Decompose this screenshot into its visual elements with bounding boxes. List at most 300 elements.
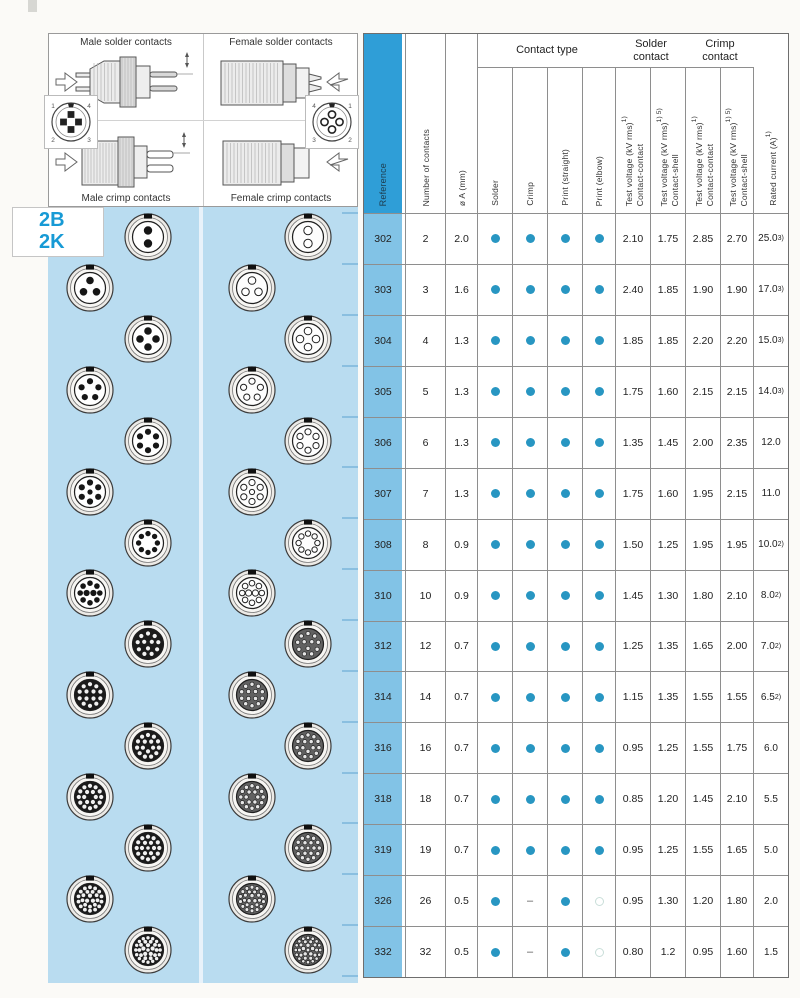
male-contact-face-326 [66,875,114,923]
cell-contact-type [548,774,583,824]
male-contact-face-308 [124,519,172,567]
female-contact-face-302 [284,213,332,261]
svg-text:2: 2 [348,137,352,144]
cell-test-voltage: 1.35 [651,672,686,722]
female-contact-face-319 [284,824,332,872]
panel-row-tick [342,721,358,723]
availability-dot-icon [526,234,535,243]
panel-row-tick [342,314,358,316]
svg-text:3: 3 [312,137,316,144]
cell-contact-type [478,469,513,519]
cell-reference: 310 [364,571,402,621]
cell-number-of-contacts: 32 [406,927,446,977]
cell-test-voltage: 1.2 [651,927,686,977]
series-label-box [12,207,104,257]
cell-test-voltage: 1.55 [686,672,721,722]
cell-contact-type [513,825,548,875]
cell-test-voltage: 1.85 [616,316,651,366]
availability-dot-icon [595,234,604,243]
availability-dot-icon [526,591,535,600]
header-group-solder-contact [616,34,686,213]
cell-test-voltage: 1.25 [616,622,651,672]
cell-contact-type [583,520,616,570]
cell-diameter: 0.7 [446,723,478,773]
female-contact-face-306 [284,417,332,465]
cell-test-voltage: 2.35 [721,418,754,468]
availability-dot-icon [595,795,604,804]
cell-diameter: 1.3 [446,469,478,519]
cell-contact-type [513,316,548,366]
solder-voltage-columns [616,68,686,213]
male-contact-face-310 [66,569,114,617]
male-contact-face-307 [66,468,114,516]
cell-contact-type [583,723,616,773]
availability-dot-icon [561,540,570,549]
table-row [364,825,788,876]
table-row [364,672,788,723]
cell-reference: 332 [364,927,402,977]
cell-contact-type [583,418,616,468]
cell-rated-current: 5.5 [764,793,778,805]
availability-dot-icon [491,438,500,447]
cell-rated-current: 11.0 [761,488,781,500]
cell-contact-type [583,825,616,875]
panel-row-tick [342,975,358,977]
cell-rated-current: 14.0 3) [758,386,784,398]
cell-test-voltage: 1.90 [686,265,721,315]
caption-female-crimp: Female crimp contacts [230,193,332,204]
cell-number-of-contacts: 5 [406,367,446,417]
cell-reference: 314 [364,672,402,722]
cell-test-voltage: 1.60 [721,927,754,977]
spec-table [363,33,789,978]
availability-dot-icon [595,540,604,549]
cell-contact-type [583,316,616,366]
cell-test-voltage: 2.10 [616,214,651,264]
cell-test-voltage: 0.95 [686,927,721,977]
female-face-numbered-icon [306,96,358,148]
table-row [364,316,788,367]
availability-dot-icon [561,744,570,753]
availability-dot-icon [491,642,500,651]
cell-diameter: 1.3 [446,367,478,417]
cell-rated-current: 5.0 [764,844,778,856]
availability-dot-icon [526,387,535,396]
cell-contact-type [548,469,583,519]
table-row [364,774,788,825]
cell-contact-type [478,418,513,468]
cell-contact-type [513,927,548,977]
caption-female-solder: Female solder contacts [229,37,333,48]
availability-dot-icon [526,285,535,294]
cell-contact-type [548,367,583,417]
cell-contact-type [548,571,583,621]
availability-dot-icon [561,336,570,345]
panel-row-tick [342,924,358,926]
cell-contact-type [583,876,616,926]
cell-contact-type [478,622,513,672]
cell-test-voltage: 1.50 [616,520,651,570]
availability-dot-icon [526,846,535,855]
svg-text:1: 1 [51,103,55,110]
cell-test-voltage: 1.45 [616,571,651,621]
female-contact-face-326 [228,875,276,923]
cell-test-voltage: 2.20 [721,316,754,366]
availability-dot-icon [526,795,535,804]
availability-dot-icon [526,336,535,345]
table-row [364,927,788,977]
cell-contact-type [478,520,513,570]
cell-contact-type [548,520,583,570]
cell-test-voltage: 1.65 [721,825,754,875]
male-contact-face-304 [124,315,172,363]
cell-test-voltage: 1.45 [651,418,686,468]
female-contact-face-305 [228,366,276,414]
availability-dot-icon [595,846,604,855]
cell-test-voltage: 1.35 [616,418,651,468]
cell-test-voltage: 1.60 [651,367,686,417]
cell-reference: 303 [364,265,402,315]
cell-test-voltage: 1.25 [651,825,686,875]
series-label-2k: 2K [39,230,65,253]
cell-reference: 302 [364,214,402,264]
availability-dot-icon [526,642,535,651]
cell-contact-type [513,774,548,824]
cell-number-of-contacts: 3 [406,265,446,315]
cell-contact-type [548,214,583,264]
header-contact-type-print-elbow-: Print (elbow) [583,68,616,213]
cell-number-of-contacts: 12 [406,622,446,672]
cell-contact-type [583,265,616,315]
cell-rated-current: 7.0 2) [760,640,782,652]
availability-dot-icon [561,438,570,447]
svg-text:1: 1 [348,103,352,110]
cell-test-voltage: 1.60 [651,469,686,519]
availability-dot-icon [491,795,500,804]
cell-test-voltage: 2.15 [686,367,721,417]
cell-contact-type [513,469,548,519]
cell-reference: 312 [364,622,402,672]
cell-test-voltage: 1.95 [686,520,721,570]
availability-dot-icon [561,948,570,957]
availability-dot-icon [561,591,570,600]
table-row [364,520,788,571]
cell-test-voltage: 0.95 [616,825,651,875]
cell-diameter: 0.9 [446,571,478,621]
cell-test-voltage: 1.75 [616,367,651,417]
female-contact-face-314 [228,671,276,719]
availability-dot-icon [491,846,500,855]
svg-text:2: 2 [51,137,55,144]
cell-test-voltage: 1.85 [651,316,686,366]
cell-number-of-contacts: 16 [406,723,446,773]
cell-contact-type [583,214,616,264]
cell-number-of-contacts: 6 [406,418,446,468]
panel-row-tick [342,263,358,265]
availability-dot-icon [595,642,604,651]
header-test-voltage: Test voltage (kV rms)$^{1)}$ Contact-contact [686,68,721,213]
panel-row-tick [342,873,358,875]
crop-mark [28,0,37,12]
cell-rated-current: 8.0 2) [760,590,782,602]
availability-dot-icon [595,285,604,294]
cell-reference: 319 [364,825,402,875]
cell-diameter: 0.7 [446,672,478,722]
availability-dot-icon [561,234,570,243]
availability-dot-icon [526,438,535,447]
availability-open-circle-icon [595,897,604,906]
cell-contact-type [478,316,513,366]
panel-row-tick [342,670,358,672]
cell-contact-type [513,723,548,773]
cell-contact-type [478,265,513,315]
availability-dot-icon [491,693,500,702]
header-reference: Reference [364,34,402,213]
male-contact-face-314 [66,671,114,719]
cell-test-voltage: 1.90 [721,265,754,315]
availability-open-circle-icon [595,948,604,957]
header-rated-current: Rated current $(A)^{1)}$ [764,131,778,206]
header-test-voltage: Test voltage (kV rms)$^{1)}$ Contact-contact [616,68,651,213]
cell-rated-current: 1.5 [764,946,778,958]
not-available-dash: – [526,895,534,908]
cell-number-of-contacts: 8 [406,520,446,570]
cell-rated-current: 6.5 2) [760,691,782,703]
pin-numbering-face-male [44,95,98,149]
availability-dot-icon [491,336,500,345]
table-header [364,34,788,214]
female-contact-face-332 [284,926,332,974]
cell-test-voltage: 0.95 [616,876,651,926]
cell-test-voltage: 1.95 [721,520,754,570]
cell-contact-type [513,520,548,570]
cell-test-voltage: 1.80 [686,571,721,621]
panel-row-tick [342,619,358,621]
availability-dot-icon [561,693,570,702]
panel-column-divider [199,207,203,983]
cell-diameter: 1.6 [446,265,478,315]
female-contact-face-307 [228,468,276,516]
male-contact-face-319 [124,824,172,872]
cell-test-voltage: 1.25 [651,723,686,773]
cell-contact-type [513,367,548,417]
male-contact-face-312 [124,620,172,668]
cell-contact-type [513,265,548,315]
table-row [364,723,788,774]
cell-diameter: 0.7 [446,622,478,672]
cell-test-voltage: 0.95 [616,723,651,773]
cell-number-of-contacts: 2 [406,214,446,264]
cell-contact-type [583,469,616,519]
contact-type-columns [478,68,616,213]
cell-contact-type [583,571,616,621]
male-contact-face-302 [124,213,172,261]
panel-row-tick [342,568,358,570]
cell-diameter: 0.9 [446,520,478,570]
cell-diameter: 0.5 [446,876,478,926]
female-contact-face-303 [228,264,276,312]
cell-contact-type [513,672,548,722]
availability-dot-icon [595,693,604,702]
header-contact-type-crimp: Crimp [513,68,548,213]
table-row [364,214,788,265]
cell-test-voltage: 1.85 [651,265,686,315]
cell-contact-type [478,876,513,926]
cell-test-voltage: 2.10 [721,774,754,824]
header-test-voltage: Test voltage (kV rms)$^{1) 5)}$ Contact-shell [721,68,754,213]
male-contact-face-305 [66,366,114,414]
availability-dot-icon [491,387,500,396]
cell-test-voltage: 1.55 [686,825,721,875]
cell-contact-type [548,316,583,366]
header-contact-type-solder: Solder [478,68,513,213]
cell-number-of-contacts: 19 [406,825,446,875]
table-row [364,265,788,316]
table-body [364,214,788,977]
cell-rated-current: 25.0 3) [758,233,784,245]
cell-contact-type [478,214,513,264]
cell-reference: 306 [364,418,402,468]
cell-test-voltage: 1.20 [686,876,721,926]
cell-test-voltage: 1.20 [651,774,686,824]
cell-contact-type [513,876,548,926]
availability-dot-icon [526,744,535,753]
header-contact-type-print-straight-: Print (straight) [548,68,583,213]
availability-dot-icon [561,897,570,906]
not-available-dash: – [526,946,534,959]
cell-reference: 305 [364,367,402,417]
cell-test-voltage: 0.80 [616,927,651,977]
cell-rated-current: 12.0 [761,437,781,449]
cell-test-voltage: 1.75 [721,723,754,773]
availability-dot-icon [491,897,500,906]
availability-dot-icon [491,540,500,549]
cell-test-voltage: 2.00 [721,622,754,672]
cell-diameter: 2.0 [446,214,478,264]
crimp-voltage-columns [686,68,754,213]
female-contact-face-316 [284,722,332,770]
cell-contact-type [513,214,548,264]
cell-diameter: 1.3 [446,418,478,468]
male-contact-face-316 [124,722,172,770]
cell-contact-type [478,723,513,773]
cell-number-of-contacts: 26 [406,876,446,926]
header-group-crimp-contact [686,34,754,213]
male-contact-face-303 [66,264,114,312]
availability-dot-icon [561,387,570,396]
availability-dot-icon [561,285,570,294]
cell-contact-type [548,876,583,926]
header-test-voltage: Test voltage (kV rms)$^{1) 5)}$ Contact-shell [651,68,686,213]
female-contact-face-310 [228,569,276,617]
availability-dot-icon [491,285,500,294]
series-label-2b: 2B [39,209,65,231]
female-contact-face-304 [284,315,332,363]
cell-test-voltage: 2.20 [686,316,721,366]
cell-reference: 318 [364,774,402,824]
cell-test-voltage: 2.10 [721,571,754,621]
availability-dot-icon [491,591,500,600]
table-row [364,367,788,418]
cell-contact-type [583,622,616,672]
table-row [364,876,788,927]
cell-contact-type [513,418,548,468]
female-contact-face-318 [228,773,276,821]
cell-diameter: 0.7 [446,774,478,824]
availability-dot-icon [595,744,604,753]
cell-contact-type [548,418,583,468]
cell-test-voltage: 2.40 [616,265,651,315]
cell-contact-type [548,672,583,722]
availability-dot-icon [595,591,604,600]
cell-test-voltage: 1.80 [721,876,754,926]
cell-diameter: 0.5 [446,927,478,977]
cell-test-voltage: 1.30 [651,571,686,621]
cell-test-voltage: 2.15 [721,367,754,417]
cell-contact-type [548,927,583,977]
cell-contact-type [548,825,583,875]
cell-test-voltage: 1.75 [651,214,686,264]
table-row [364,469,788,520]
availability-dot-icon [491,489,500,498]
cell-contact-type [548,723,583,773]
panel-row-tick [342,365,358,367]
cell-contact-type [583,774,616,824]
availability-dot-icon [561,795,570,804]
cell-test-voltage: 2.15 [721,469,754,519]
availability-dot-icon [526,540,535,549]
availability-dot-icon [526,693,535,702]
cell-contact-type [478,927,513,977]
female-contact-face-308 [284,519,332,567]
cell-rated-current: 17.0 3) [758,284,784,296]
cell-number-of-contacts: 4 [406,316,446,366]
cell-test-voltage: 1.75 [616,469,651,519]
panel-row-tick [342,517,358,519]
availability-dot-icon [595,387,604,396]
svg-text:4: 4 [87,103,91,110]
cell-contact-type [583,927,616,977]
cell-diameter: 0.7 [446,825,478,875]
cell-contact-type [478,672,513,722]
cell-rated-current: 6.0 [764,742,778,754]
cell-contact-type [478,367,513,417]
cell-contact-type [478,571,513,621]
table-row [364,418,788,469]
cell-test-voltage: 2.70 [721,214,754,264]
caption-male-solder: Male solder contacts [80,37,172,48]
availability-dot-icon [595,489,604,498]
svg-text:4: 4 [312,103,316,110]
cell-contact-type [548,265,583,315]
cell-test-voltage: 1.25 [651,520,686,570]
availability-dot-icon [491,234,500,243]
cell-contact-type [583,367,616,417]
availability-dot-icon [491,948,500,957]
male-contact-face-318 [66,773,114,821]
cell-reference: 307 [364,469,402,519]
cell-contact-type [513,622,548,672]
caption-male-crimp: Male crimp contacts [81,193,171,204]
crimp-contact-group-title: Crimp contact [686,34,754,68]
availability-dot-icon [561,846,570,855]
availability-dot-icon [491,744,500,753]
solder-contact-group-title: Solder contact [616,34,686,68]
cell-reference: 308 [364,520,402,570]
availability-dot-icon [595,438,604,447]
availability-dot-icon [595,336,604,345]
cell-contact-type [513,571,548,621]
